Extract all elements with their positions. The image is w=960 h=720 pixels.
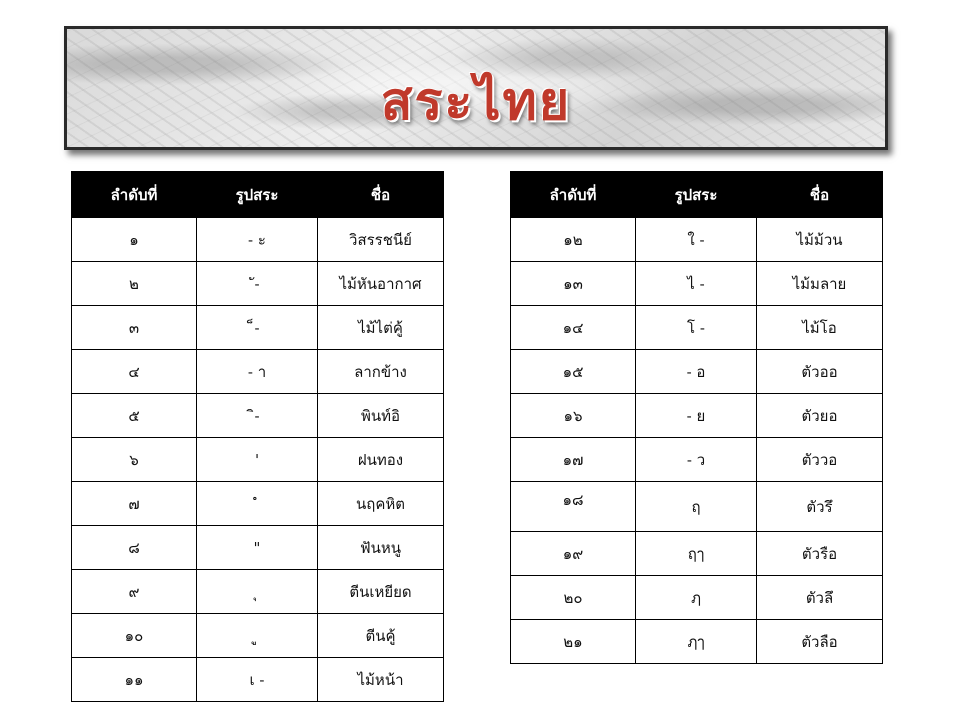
cell-form: ฦ — [636, 576, 757, 620]
cell-name: ตัวยอ — [757, 394, 883, 438]
cell-form: ิ- — [197, 394, 318, 438]
cell-form: - ว — [636, 438, 757, 482]
table-row — [72, 350, 444, 394]
cell-name: ไม้มลาย — [757, 262, 883, 306]
cell-name: ตัวลือ — [757, 620, 883, 664]
cell-name: ไม้โอ — [757, 306, 883, 350]
cell-name: ไม้หันอากาศ — [318, 262, 444, 306]
cell-form: - า — [197, 350, 318, 394]
cell-form: - อ — [636, 350, 757, 394]
cell-order: ๖ — [72, 438, 197, 482]
vowel-table-left — [71, 171, 444, 702]
cell-order: ๑๔ — [511, 306, 636, 350]
cell-order: ๑๙ — [511, 532, 636, 576]
table-row — [511, 438, 883, 482]
cell-order: ๒๐ — [511, 576, 636, 620]
cell-form — [197, 482, 318, 526]
cell-name: ฝนทอง — [318, 438, 444, 482]
cell-name: นฤคหิต — [318, 482, 444, 526]
cell-name: ตีนคู้ — [318, 614, 444, 658]
cell-form: เ - — [197, 658, 318, 702]
cell-form: ' — [197, 438, 318, 482]
header-order: ลำดับที่ — [72, 172, 197, 218]
table-row — [72, 614, 444, 658]
cell-name: ไม้ม้วน — [757, 218, 883, 262]
cell-name: ตัวลึ — [757, 576, 883, 620]
cell-order: ๑๐ — [72, 614, 197, 658]
cell-form: ใ - — [636, 218, 757, 262]
cell-order: ๒ — [72, 262, 197, 306]
table-row — [72, 306, 444, 350]
cell-name: พินท์อิ — [318, 394, 444, 438]
cell-order: ๑๖ — [511, 394, 636, 438]
cell-form: ั- — [197, 262, 318, 306]
cell-order: ๑๓ — [511, 262, 636, 306]
cell-order: ๕ — [72, 394, 197, 438]
table-row — [511, 306, 883, 350]
table-row — [72, 438, 444, 482]
cell-order: ๑๒ — [511, 218, 636, 262]
cell-form — [197, 570, 318, 614]
header-form: รูปสระ — [197, 172, 318, 218]
cell-form: ฤ — [636, 482, 757, 532]
cell-name: ลากข้าง — [318, 350, 444, 394]
table-row — [72, 482, 444, 526]
cell-order: ๗ — [72, 482, 197, 526]
vowel-table-right — [510, 171, 883, 664]
cell-order: ๑๕ — [511, 350, 636, 394]
cell-order: ๑๗ — [511, 438, 636, 482]
table-row — [511, 350, 883, 394]
cell-order: ๑ — [72, 218, 197, 262]
table-header-row — [511, 172, 883, 218]
table-header-row — [72, 172, 444, 218]
cell-name: ตีนเหยียด — [318, 570, 444, 614]
cell-name: ฟันหนู — [318, 526, 444, 570]
cell-form: โ - — [636, 306, 757, 350]
table-row — [511, 532, 883, 576]
header-order: ลำดับที่ — [511, 172, 636, 218]
cell-form: " — [197, 526, 318, 570]
cell-form: - ย — [636, 394, 757, 438]
table-row — [72, 658, 444, 702]
header-name: ชื่อ — [757, 172, 883, 218]
table-row — [511, 218, 883, 262]
cell-name: ไม้ไต่คู้ — [318, 306, 444, 350]
cell-name: ตัวรือ — [757, 532, 883, 576]
header-form: รูปสระ — [636, 172, 757, 218]
table-row — [511, 262, 883, 306]
cell-form: - ะ — [197, 218, 318, 262]
table-row — [511, 620, 883, 664]
cell-form: ฤๅ — [636, 532, 757, 576]
cell-order: ๔ — [72, 350, 197, 394]
cell-form: ็- — [197, 306, 318, 350]
table-row — [72, 394, 444, 438]
cell-form: ฦๅ — [636, 620, 757, 664]
cell-order: ๒๑ — [511, 620, 636, 664]
cell-order: ๙ — [72, 570, 197, 614]
table-row — [511, 394, 883, 438]
cell-name: ตัวรึ — [757, 482, 883, 532]
table-row — [72, 526, 444, 570]
table-row — [511, 576, 883, 620]
cell-order: ๑๘ — [511, 482, 636, 532]
cell-form: ไ - — [636, 262, 757, 306]
page-title: สระไทย — [380, 72, 572, 132]
cell-name: ไม้หน้า — [318, 658, 444, 702]
cell-order: ๓ — [72, 306, 197, 350]
cell-name: วิสรรชนีย์ — [318, 218, 444, 262]
cell-order: ๑๑ — [72, 658, 197, 702]
cell-form — [197, 614, 318, 658]
title-banner — [64, 26, 888, 150]
cell-name: ตัวออ — [757, 350, 883, 394]
cell-order: ๘ — [72, 526, 197, 570]
table-row — [72, 262, 444, 306]
cell-name: ตัววอ — [757, 438, 883, 482]
table-row — [72, 570, 444, 614]
table-row — [511, 482, 883, 532]
table-row — [72, 218, 444, 262]
header-name: ชื่อ — [318, 172, 444, 218]
